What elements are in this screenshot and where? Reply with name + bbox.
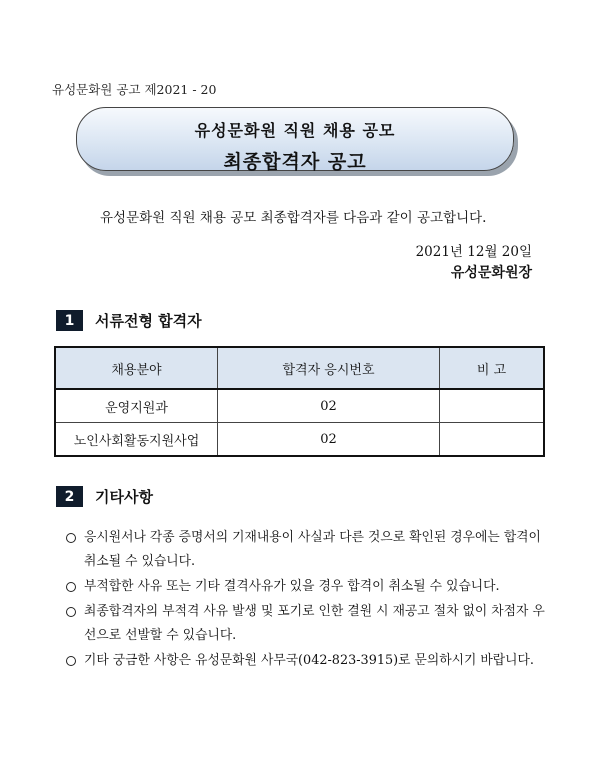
list-item	[66, 600, 554, 648]
cell-applicant-number: 02	[218, 423, 440, 457]
header-applicant-number: 합격자 응시번호	[218, 347, 440, 389]
table-row	[55, 423, 544, 457]
list-item	[66, 575, 554, 599]
header-field: 채용분야	[55, 347, 218, 389]
cell-field: 운영지원과	[55, 389, 218, 423]
section-1-number: 1	[56, 310, 83, 331]
notice-number: 유성문화원 공고 제2021 - 20	[52, 82, 217, 97]
notes-list	[66, 526, 554, 674]
circle-bullet-icon	[66, 656, 76, 666]
note-text: 최종합격자의 부적격 사유 발생 및 포기로 인한 결원 시 재공고 절차 없이 차점자 우선으로 선발할 수 있습니다.	[84, 604, 545, 643]
table-row	[55, 389, 544, 423]
header-remarks: 비 고	[440, 347, 545, 389]
circle-bullet-icon	[66, 533, 76, 543]
section-1-heading	[56, 310, 202, 331]
cell-remarks	[440, 423, 545, 457]
circle-bullet-icon	[66, 582, 76, 592]
notice-date: 2021년 12월 20일	[415, 244, 532, 260]
title-banner	[76, 107, 514, 171]
table-header-row	[55, 347, 544, 389]
title-line-1: 유성문화원 직원 채용 공모	[194, 121, 396, 140]
cell-applicant-number: 02	[218, 389, 440, 423]
list-item	[66, 526, 554, 574]
note-text: 기타 궁금한 사항은 유성문화원 사무국(042-823-3915)로 문의하시기 바랍니다.	[84, 653, 534, 668]
section-1-title: 서류전형 합격자	[95, 312, 202, 330]
title-line-2: 최종합격자 공고	[223, 151, 367, 173]
list-item	[66, 649, 554, 673]
note-text: 응시원서나 각종 증명서의 기재내용이 사실과 다른 것으로 확인된 경우에는 합격이 취소될 수 있습니다.	[84, 530, 541, 569]
circle-bullet-icon	[66, 607, 76, 617]
note-text: 부적합한 사유 또는 기타 결격사유가 있을 경우 합격이 취소될 수 있습니다.	[84, 579, 500, 594]
result-table	[54, 346, 545, 457]
cell-remarks	[440, 389, 545, 423]
section-2-heading	[56, 486, 153, 507]
section-2-title: 기타사항	[95, 488, 153, 506]
section-2-number: 2	[56, 486, 83, 507]
intro-text: 유성문화원 직원 채용 공모 최종합격자를 다음과 같이 공고합니다.	[100, 210, 487, 226]
cell-field: 노인사회활동지원사업	[55, 423, 218, 457]
issuer: 유성문화원장	[450, 265, 532, 281]
